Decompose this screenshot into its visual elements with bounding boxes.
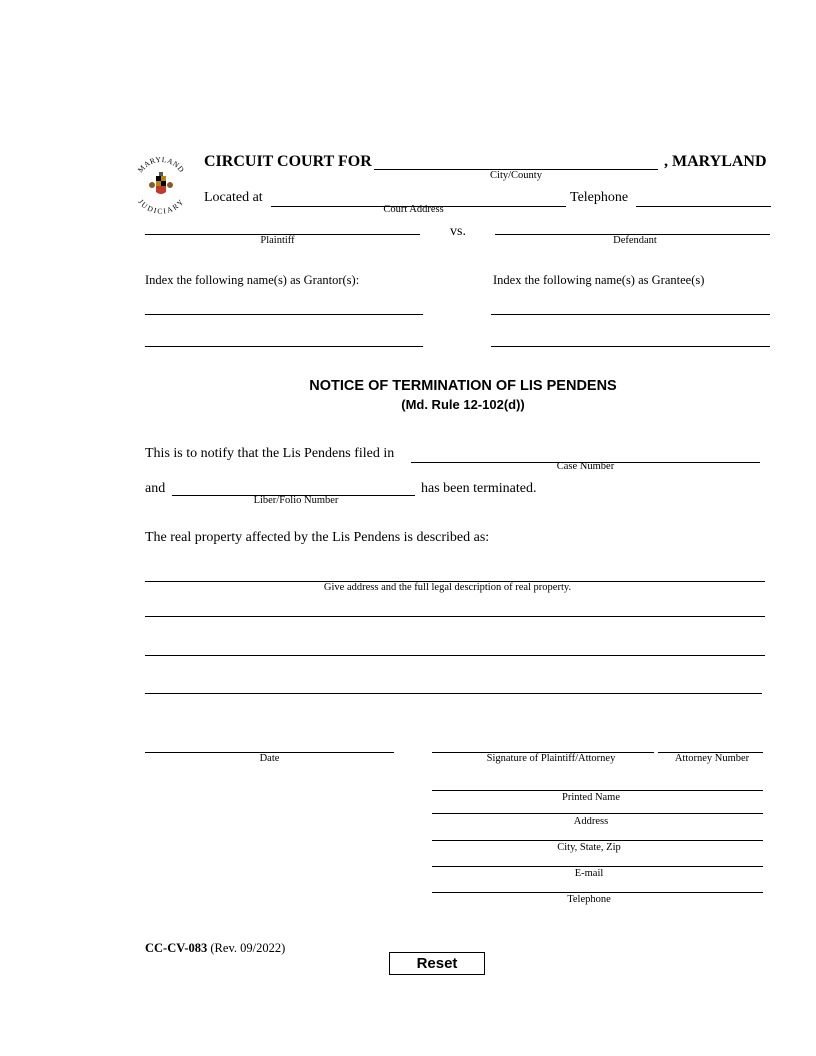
versus-label: vs. [450, 224, 466, 239]
attorney-number-caption: Attorney Number [674, 753, 750, 764]
grantor-1-field[interactable] [145, 298, 423, 315]
city-county-caption: City/County [490, 170, 542, 181]
grantor-2-field[interactable] [145, 330, 423, 347]
telephone-field[interactable] [432, 876, 763, 893]
terminated-text: has been terminated. [421, 481, 537, 496]
printed-name-caption: Printed Name [561, 792, 621, 803]
plaintiff-caption: Plaintiff [260, 235, 295, 246]
email-field[interactable] [432, 850, 763, 867]
form-title: NOTICE OF TERMINATION OF LIS PENDENS [309, 378, 617, 394]
attorney-number-field[interactable] [658, 736, 763, 753]
defendant-field[interactable] [495, 218, 770, 235]
telephone-label: Telephone [570, 190, 629, 205]
date-field[interactable] [145, 736, 394, 753]
city-state-zip-field[interactable] [432, 824, 763, 841]
maryland-label: , MARYLAND [664, 153, 767, 170]
and-text: and [145, 481, 166, 496]
defendant-caption: Defendant [613, 235, 657, 246]
property-description-caption: Give address and the full legal description of real property. [323, 582, 572, 593]
property-description-line-2[interactable] [145, 600, 765, 617]
liber-folio-caption: Liber/Folio Number [253, 495, 339, 506]
address-field[interactable] [432, 797, 763, 814]
seal-top-text: MARYLAND [135, 154, 187, 175]
form-number-line [145, 941, 285, 956]
form-number: CC-CV-083 [145, 941, 208, 955]
liber-folio-field[interactable] [172, 479, 415, 496]
svg-text:MARYLAND [136, 155, 187, 174]
reset-button[interactable]: Reset [389, 952, 485, 975]
signature-caption: Signature of Plaintiff/Attorney [486, 753, 616, 764]
grantee-1-field[interactable] [491, 298, 770, 315]
svg-text:JUDICIARY [136, 197, 185, 214]
date-caption: Date [259, 753, 280, 764]
court-address-caption: Court Address [383, 204, 444, 215]
property-text: The real property affected by the Lis Pendens is described as: [145, 530, 490, 545]
grantee-2-field[interactable] [491, 330, 770, 347]
seal-bottom-text: JUDICIARY [136, 197, 186, 214]
located-at-label: Located at [204, 190, 263, 205]
email-caption: E-mail [574, 868, 604, 879]
form-subtitle: (Md. Rule 12-102(d)) [401, 397, 525, 412]
printed-name-field[interactable] [432, 774, 763, 791]
address-caption: Address [573, 816, 609, 827]
notify-text: This is to notify that the Lis Pendens filed in [145, 446, 395, 461]
property-description-line-4[interactable] [145, 677, 762, 694]
property-description-line-3[interactable] [145, 639, 765, 656]
grantee-label: Index the following name(s) as Grantee(s) [493, 273, 705, 287]
plaintiff-field[interactable] [145, 218, 420, 235]
telephone-caption: Telephone [567, 894, 611, 905]
form-revision: (Rev. 09/2022) [210, 941, 286, 955]
city-county-field[interactable] [374, 153, 658, 170]
signature-field[interactable] [432, 736, 654, 753]
city-state-zip-caption: City, State, Zip [557, 842, 621, 853]
grantor-label: Index the following name(s) as Grantor(s): [145, 273, 360, 287]
case-number-caption: Case Number [556, 461, 615, 472]
court-telephone-field[interactable] [636, 190, 771, 207]
property-description-line-1[interactable] [145, 565, 765, 582]
maryland-judiciary-seal [130, 152, 192, 214]
circuit-court-label: CIRCUIT COURT FOR [204, 153, 372, 170]
